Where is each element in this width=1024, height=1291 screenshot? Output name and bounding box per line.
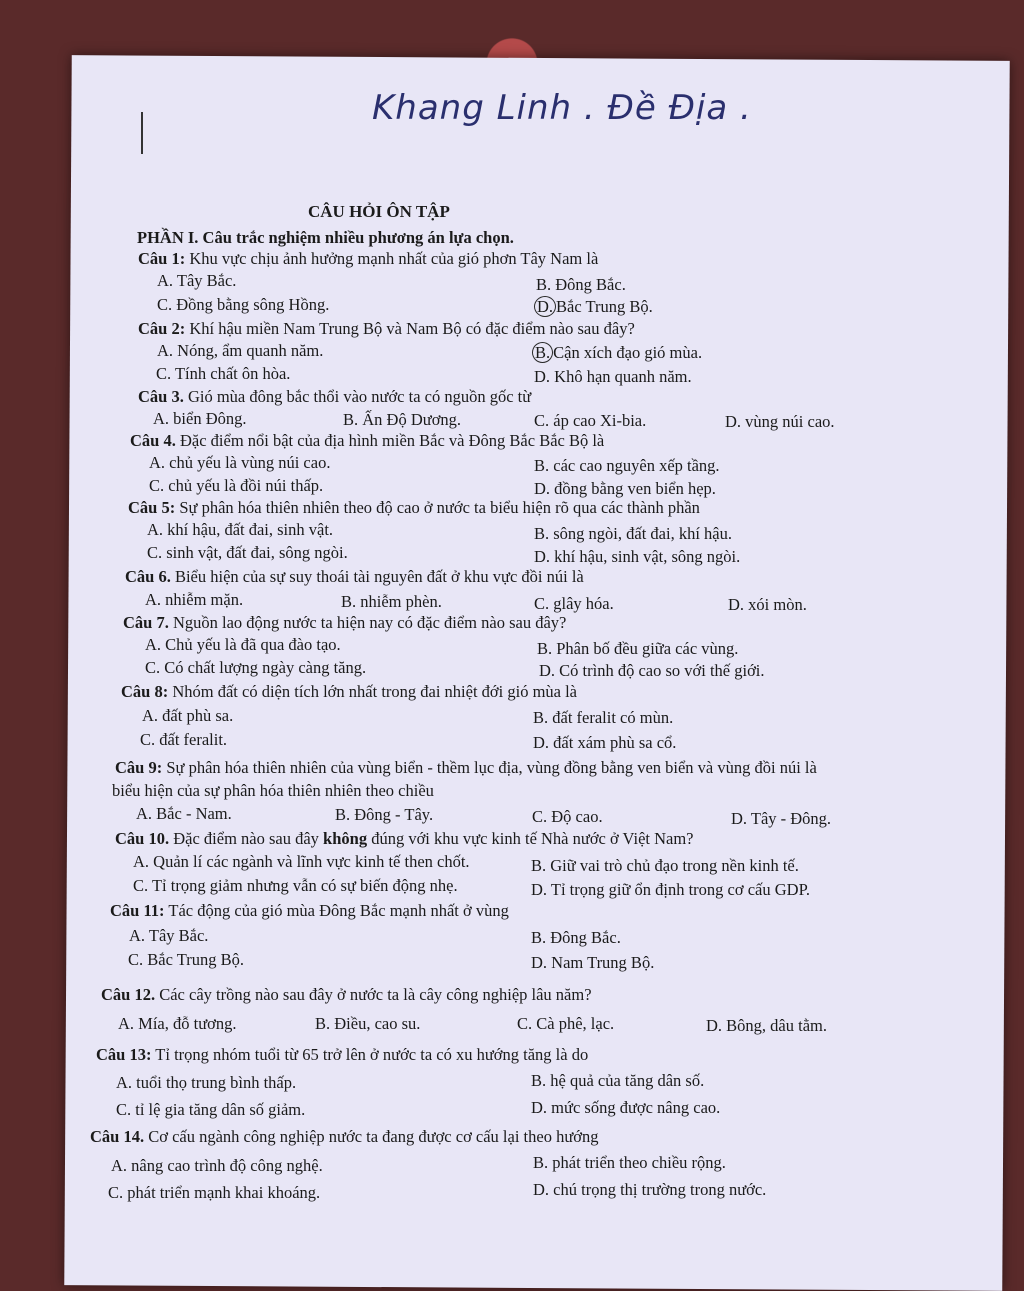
handwritten-note: Khang Linh . Đề Địa . xyxy=(372,88,752,128)
q1-option-a: A. Tây Bắc. xyxy=(157,271,237,290)
q9-option-b: B. Đông - Tây. xyxy=(335,805,434,824)
page-title: CÂU HỎI ÔN TẬP xyxy=(308,202,450,221)
q14-option-c: C. phát triển mạnh khai khoáng. xyxy=(108,1183,321,1202)
q9-option-a: A. Bắc - Nam. xyxy=(136,804,232,823)
q12-option-d: D. Bông, dâu tằm. xyxy=(706,1016,827,1035)
q8-option-c: C. đất feralit. xyxy=(140,730,228,749)
q11-option-c: C. Bắc Trung Bộ. xyxy=(128,950,244,969)
q10-option-d: D. Tỉ trọng giữ ổn định trong cơ cấu GDP. xyxy=(531,880,811,899)
q5-option-c: C. sinh vật, đất đai, sông ngòi. xyxy=(147,543,348,562)
q7-option-d: D. Có trình độ cao so với thế giới. xyxy=(539,661,765,680)
q5-option-b: B. sông ngòi, đất đai, khí hậu. xyxy=(534,524,732,543)
q11-option-d: D. Nam Trung Bộ. xyxy=(531,953,655,972)
question-11: Câu 11: Tác động của gió mùa Đông Bắc mạnh nhất ở vùng xyxy=(110,901,509,920)
q9-option-d: D. Tây - Đông. xyxy=(731,809,832,828)
q9-option-c: C. Độ cao. xyxy=(532,807,603,826)
question-7: Câu 7. Nguồn lao động nước ta hiện nay có đặc điểm nào sau đây? xyxy=(123,613,567,632)
question-9-continuation: biểu hiện của sự phân hóa thiên nhiên theo chiều xyxy=(112,781,434,800)
pen-mark xyxy=(141,112,143,154)
q13-option-a: A. tuổi thọ trung bình thấp. xyxy=(116,1073,297,1092)
q6-option-b: B. nhiễm phèn. xyxy=(341,592,442,611)
q6-option-a: A. nhiễm mặn. xyxy=(145,590,244,609)
q11-option-b: B. Đông Bắc. xyxy=(531,928,621,947)
question-12: Câu 12. Các cây trồng nào sau đây ở nước ta là cây công nghiệp lâu năm? xyxy=(101,985,592,1004)
q1-option-d: D. Bắc Trung Bộ. xyxy=(534,297,653,317)
q4-option-d: D. đồng bằng ven biển hẹp. xyxy=(534,479,716,498)
q12-option-b: B. Điều, cao su. xyxy=(315,1014,421,1033)
question-3: Câu 3. Gió mùa đông bắc thổi vào nước ta có nguồn gốc từ xyxy=(138,387,532,406)
q10-option-c: C. Tỉ trọng giảm nhưng vẫn có sự biến động nhẹ. xyxy=(133,876,458,895)
q4-option-b: B. các cao nguyên xếp tầng. xyxy=(534,456,720,475)
question-8: Câu 8: Nhóm đất có diện tích lớn nhất trong đai nhiệt đới gió mùa là xyxy=(121,682,578,701)
q10-option-a: A. Quản lí các ngành và lĩnh vực kinh tế then chốt. xyxy=(133,852,470,871)
q1-option-b: B. Đông Bắc. xyxy=(536,275,626,294)
q13-option-c: C. tỉ lệ gia tăng dân số giảm. xyxy=(116,1100,306,1119)
q10-option-b: B. Giữ vai trò chủ đạo trong nền kinh tế. xyxy=(531,856,799,875)
q4-option-c: C. chủ yếu là đồi núi thấp. xyxy=(149,476,324,495)
question-9: Câu 9: Sự phân hóa thiên nhiên của vùng biển - thềm lục địa, vùng đồng bằng ven biển và vùng đồi núi là xyxy=(115,758,817,777)
q3-option-b: B. Ấn Độ Dương. xyxy=(343,410,462,429)
q2-option-d: D. Khô hạn quanh năm. xyxy=(534,367,692,386)
q3-option-c: C. áp cao Xi-bia. xyxy=(534,411,647,430)
q5-option-d: D. khí hậu, sinh vật, sông ngòi. xyxy=(534,547,741,566)
q7-option-a: A. Chủ yếu là đã qua đào tạo. xyxy=(145,635,341,654)
q8-option-a: A. đất phù sa. xyxy=(142,706,234,725)
q12-option-a: A. Mía, đỗ tương. xyxy=(118,1014,237,1033)
q13-option-b: B. hệ quả của tăng dân số. xyxy=(531,1071,705,1090)
q14-option-d: D. chú trọng thị trường trong nước. xyxy=(533,1180,767,1199)
question-2: Câu 2: Khí hậu miền Nam Trung Bộ và Nam Bộ có đặc điểm nào sau đây? xyxy=(138,319,635,338)
q2-option-a: A. Nóng, ẩm quanh năm. xyxy=(157,341,324,360)
q13-option-d: D. mức sống được nâng cao. xyxy=(531,1098,721,1117)
q6-option-c: C. glây hóa. xyxy=(534,594,614,613)
question-10: Câu 10. Đặc điểm nào sau đây không đúng với khu vực kinh tế Nhà nước ở Việt Nam? xyxy=(115,829,694,848)
question-14: Câu 14. Cơ cấu ngành công nghiệp nước ta đang được cơ cấu lại theo hướng xyxy=(90,1127,599,1146)
q6-option-d: D. xói mòn. xyxy=(728,595,807,614)
q3-option-d: D. vùng núi cao. xyxy=(725,412,835,431)
q14-option-b: B. phát triển theo chiều rộng. xyxy=(533,1153,726,1172)
q1-option-c: C. Đồng bằng sông Hồng. xyxy=(157,295,330,314)
question-13: Câu 13: Tỉ trọng nhóm tuổi từ 65 trở lên ở nước ta có xu hướng tăng là do xyxy=(96,1045,589,1064)
q7-option-b: B. Phân bố đều giữa các vùng. xyxy=(537,639,739,658)
q2-option-b: B. Cận xích đạo gió mùa. xyxy=(532,343,702,363)
q7-option-c: C. Có chất lượng ngày càng tăng. xyxy=(145,658,367,677)
q14-option-a: A. nâng cao trình độ công nghệ. xyxy=(111,1156,323,1175)
question-6: Câu 6. Biểu hiện của sự suy thoái tài nguyên đất ở khu vực đồi núi là xyxy=(125,567,584,586)
q8-option-d: D. đất xám phù sa cổ. xyxy=(533,733,677,752)
q3-option-a: A. biển Đông. xyxy=(153,409,247,428)
q2-option-c: C. Tính chất ôn hòa. xyxy=(156,364,291,383)
q11-option-a: A. Tây Bắc. xyxy=(129,926,209,945)
question-4: Câu 4. Đặc điểm nổi bật của địa hình miền Bắc và Đông Bắc Bắc Bộ là xyxy=(130,431,605,450)
section-heading: PHẦN I. Câu trắc nghiệm nhiều phương án lựa chọn. xyxy=(137,228,514,247)
question-5: Câu 5: Sự phân hóa thiên nhiên theo độ cao ở nước ta biểu hiện rõ qua các thành phần xyxy=(128,498,700,517)
q12-option-c: C. Cà phê, lạc. xyxy=(517,1014,615,1033)
q8-option-b: B. đất feralit có mùn. xyxy=(533,708,674,727)
question-1: Câu 1: Khu vực chịu ảnh hưởng mạnh nhất của gió phơn Tây Nam là xyxy=(138,249,599,268)
q5-option-a: A. khí hậu, đất đai, sinh vật. xyxy=(147,520,334,539)
q4-option-a: A. chủ yếu là vùng núi cao. xyxy=(149,453,331,472)
